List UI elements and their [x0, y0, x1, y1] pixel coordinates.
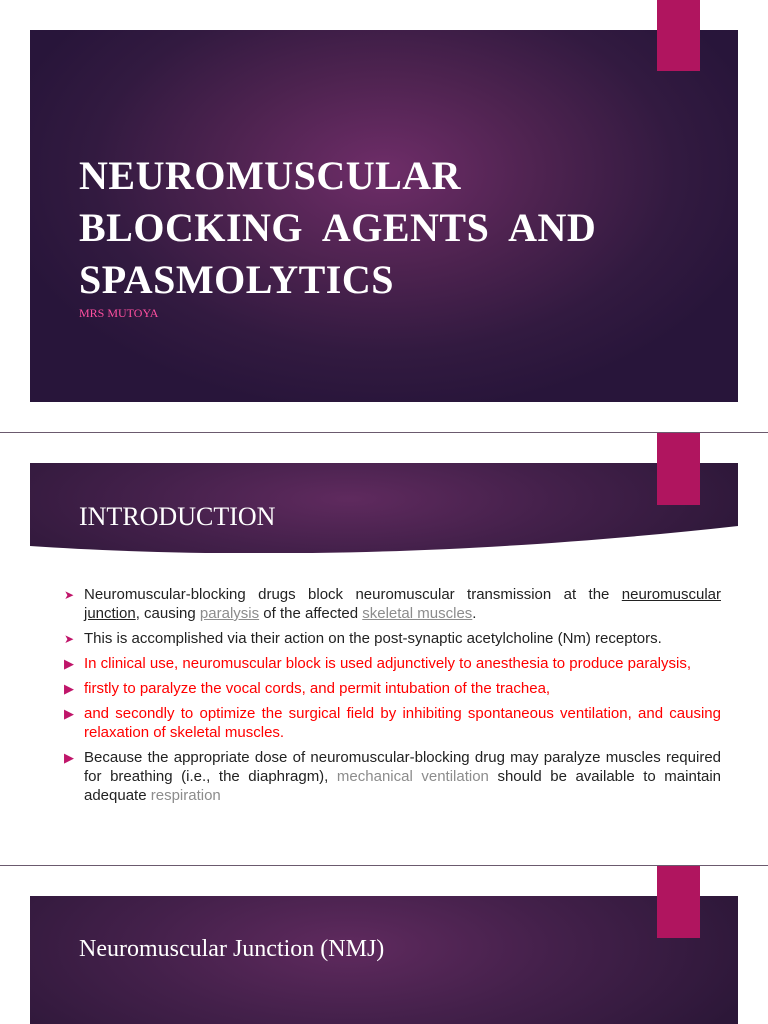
- list-item: ▶ firstly to paralyze the vocal cords, and permit intubation of the trachea,: [64, 680, 551, 697]
- link-skeletal-muscles[interactable]: skeletal muscles: [362, 605, 473, 622]
- title-slide: [0, 0, 768, 432]
- header-wave: [30, 526, 738, 566]
- link-paralysis[interactable]: paralysis: [199, 605, 260, 622]
- list-item: ▶ In clinical use, neuromuscular block is used adjunctively to anesthesia to produce paralysis,: [64, 655, 691, 672]
- accent-tab: [657, 433, 700, 505]
- nmj-slide: [0, 866, 768, 1024]
- triangle-bullet-icon: ▶: [64, 706, 74, 721]
- triangle-bullet-icon: ▶: [64, 656, 74, 671]
- bullet-list: [64, 585, 721, 811]
- list-item: ➤ This is accomplished via their action on the post-synaptic acetylcholine (Nm) receptors.: [64, 630, 662, 647]
- link-mechanical-ventilation[interactable]: mechanical ventilation: [336, 768, 489, 785]
- slide-heading: INTRODUCTION: [79, 502, 276, 531]
- presentation-title: [79, 150, 699, 306]
- accent-tab: [657, 866, 700, 938]
- chevron-bullet-icon: ➤: [64, 632, 75, 646]
- link-respiration[interactable]: respiration: [150, 787, 221, 804]
- chevron-bullet-icon: ➤: [64, 588, 75, 602]
- accent-tab: [657, 0, 700, 71]
- slide-heading: Neuromuscular Junction (NMJ): [79, 936, 385, 962]
- title-line-1: NEUROMUSCULAR: [79, 153, 462, 198]
- list-item: ➤ Neuromuscular-blocking drugs block neuromuscular transmission at the neuromuscular junction, causing paralysis of the affected skeletal muscles.: [64, 586, 721, 622]
- list-item: ▶ Because the appropriate dose of neuromuscular-blocking drug may paralyze muscles required for breathing (i.e., the diaphragm), mechanical ventilation should be available to maintain adequate respiration: [64, 749, 721, 804]
- triangle-bullet-icon: ▶: [64, 681, 74, 696]
- list-item: ▶ and secondly to optimize the surgical field by inhibiting spontaneous ventilation, and causing relaxation of skeletal muscles.: [64, 705, 721, 741]
- title-line-3: SPASMOLYTICS: [79, 257, 394, 302]
- author-name: MRS MUTOYA: [79, 306, 159, 320]
- introduction-slide: [0, 433, 768, 865]
- title-line-2: BLOCKING AGENTS AND: [79, 205, 597, 250]
- link-neuromuscular-junction[interactable]: neuromuscular junction: [84, 586, 721, 622]
- triangle-bullet-icon: ▶: [64, 750, 74, 765]
